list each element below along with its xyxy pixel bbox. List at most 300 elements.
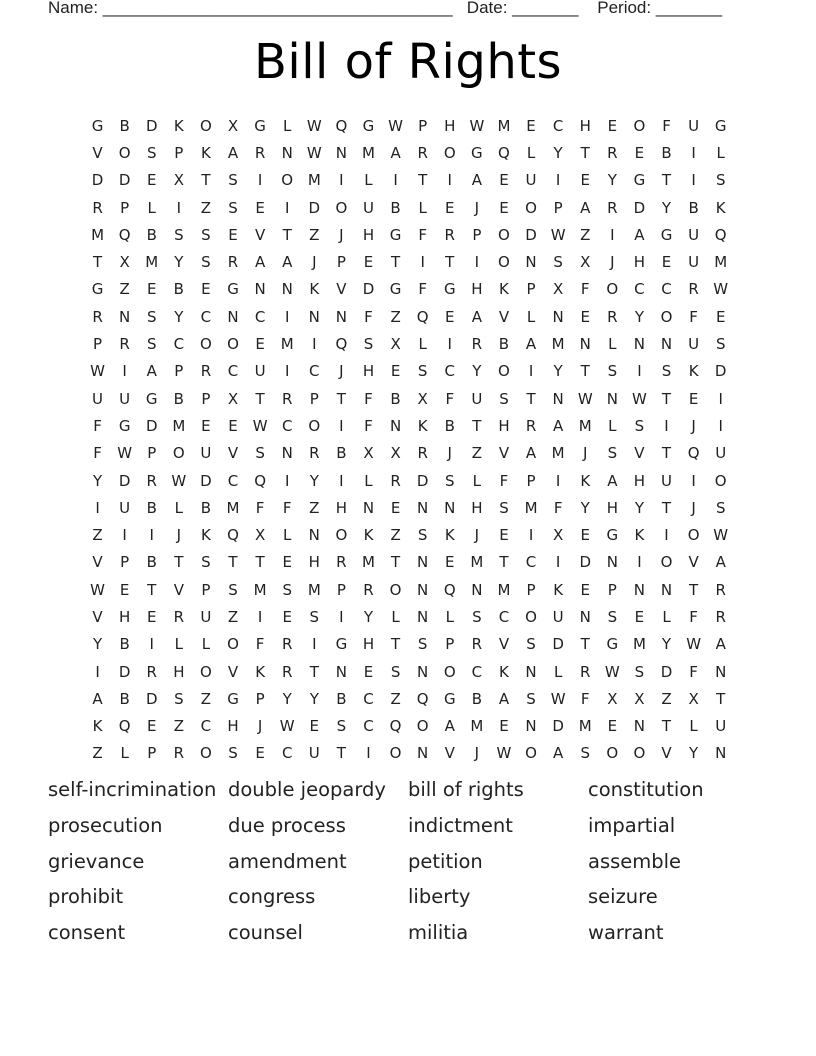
grid-letter: A bbox=[227, 143, 239, 162]
grid-letter: B bbox=[146, 225, 157, 244]
grid-letter: D bbox=[552, 635, 564, 654]
grid-letter: F bbox=[418, 225, 427, 244]
grid-letter: A bbox=[607, 471, 618, 490]
grid-letter: T bbox=[661, 444, 672, 463]
grid-letter: I bbox=[339, 607, 344, 626]
grid-letter: M bbox=[470, 717, 484, 736]
grid-row bbox=[84, 521, 735, 548]
grid-letter: I bbox=[284, 362, 290, 381]
grid-letter: J bbox=[339, 362, 344, 381]
grid-letter: W bbox=[117, 444, 133, 463]
grid-letter: O bbox=[525, 198, 537, 217]
grid-letter: B bbox=[119, 689, 130, 708]
grid-letter: S bbox=[228, 171, 238, 190]
grid-letter: D bbox=[416, 471, 429, 490]
grid-letter: G bbox=[227, 689, 239, 708]
grid-letter: I bbox=[447, 171, 452, 190]
grid-letter: A bbox=[715, 553, 726, 572]
grid-letter: M bbox=[362, 143, 375, 162]
grid-letter: N bbox=[471, 580, 483, 599]
grid-letter: Y bbox=[661, 635, 672, 654]
grid-letter: U bbox=[200, 444, 212, 463]
grid-letter: W bbox=[306, 116, 322, 135]
grid-letter: S bbox=[607, 607, 618, 626]
grid-letter: S bbox=[146, 335, 157, 354]
grid-letter: O bbox=[633, 116, 646, 135]
grid-letter: S bbox=[228, 744, 238, 763]
grid-letter: P bbox=[526, 580, 536, 599]
grid-letter: L bbox=[283, 116, 292, 135]
grid-letter: H bbox=[362, 362, 375, 381]
grid-letter: U bbox=[688, 116, 700, 135]
grid-letter: U bbox=[525, 171, 537, 190]
grid-letter: N bbox=[417, 580, 429, 599]
grid-letter: N bbox=[715, 744, 727, 763]
grid-letter: M bbox=[226, 498, 240, 517]
grid-letter: A bbox=[282, 253, 293, 272]
grid-letter: E bbox=[390, 498, 401, 517]
grid-letter: C bbox=[661, 280, 672, 299]
grid-letter: D bbox=[579, 553, 592, 572]
grid-letter: L bbox=[445, 607, 454, 626]
grid-letter: L bbox=[526, 307, 536, 326]
grid-letter: T bbox=[255, 389, 265, 408]
grid-letter: H bbox=[308, 553, 320, 572]
grid-letter: E bbox=[255, 744, 265, 763]
grid-letter: W bbox=[306, 143, 322, 162]
grid-letter: T bbox=[201, 171, 211, 190]
grid-letter: L bbox=[147, 198, 156, 217]
grid-letter: P bbox=[445, 635, 455, 654]
grid-letter: M bbox=[714, 253, 728, 272]
grid-letter: V bbox=[498, 307, 510, 326]
grid-letter: K bbox=[634, 526, 645, 545]
grid-letter: W bbox=[90, 580, 105, 599]
grid-letter: M bbox=[362, 553, 375, 572]
grid-row bbox=[84, 358, 735, 385]
grid-letter: E bbox=[390, 362, 401, 381]
grid-letter: J bbox=[691, 416, 696, 435]
grid-letter: S bbox=[661, 362, 672, 381]
grid-letter: H bbox=[471, 280, 483, 299]
grid-letter: U bbox=[715, 717, 727, 736]
grid-letter: R bbox=[417, 143, 428, 162]
grid-letter: R bbox=[525, 416, 537, 435]
grid-letter: P bbox=[553, 198, 563, 217]
grid-letter: Y bbox=[92, 471, 103, 490]
grid-letter: K bbox=[715, 198, 726, 217]
grid-letter: S bbox=[445, 471, 455, 490]
grid-letter: E bbox=[580, 580, 590, 599]
grid-letter: R bbox=[92, 198, 103, 217]
grid-letter: R bbox=[92, 307, 103, 326]
grid-letter: T bbox=[716, 689, 726, 708]
grid-letter: Y bbox=[553, 362, 563, 381]
grid-letter: J bbox=[691, 498, 696, 517]
grid-letter: P bbox=[336, 253, 346, 272]
grid-letter: U bbox=[688, 225, 700, 244]
grid-letter: S bbox=[228, 198, 238, 217]
grid-letter: Q bbox=[416, 689, 429, 708]
grid-row bbox=[84, 303, 735, 330]
grid-letter: O bbox=[660, 553, 673, 572]
grid-letter: I bbox=[691, 143, 696, 162]
grid-letter: T bbox=[336, 389, 346, 408]
grid-letter: D bbox=[145, 689, 158, 708]
grid-letter: R bbox=[444, 225, 455, 244]
word-bank-item: indictment bbox=[408, 813, 513, 837]
grid-letter: G bbox=[145, 389, 158, 408]
grid-letter: R bbox=[607, 307, 618, 326]
grid-letter: E bbox=[146, 607, 157, 626]
grid-letter: O bbox=[200, 744, 212, 763]
grid-letter: I bbox=[122, 362, 127, 381]
grid-letter: V bbox=[227, 444, 239, 463]
grid-letter: B bbox=[390, 389, 401, 408]
grid-letter: I bbox=[95, 498, 100, 517]
grid-letter: S bbox=[715, 171, 726, 190]
grid-letter: Y bbox=[282, 689, 292, 708]
grid-letter: I bbox=[691, 471, 696, 490]
grid-letter: L bbox=[472, 471, 482, 490]
grid-letter: S bbox=[499, 389, 509, 408]
grid-letter: P bbox=[93, 335, 103, 354]
grid-letter: B bbox=[119, 635, 130, 654]
grid-letter: J bbox=[474, 526, 480, 545]
grid-letter: X bbox=[634, 689, 645, 708]
grid-letter: K bbox=[201, 143, 211, 162]
grid-letter: F bbox=[364, 307, 373, 326]
grid-letter: G bbox=[443, 280, 456, 299]
grid-letter: N bbox=[308, 307, 320, 326]
grid-letter: O bbox=[389, 744, 402, 763]
word-bank-item: grievance bbox=[48, 849, 145, 873]
grid-letter: U bbox=[119, 389, 131, 408]
grid-letter: A bbox=[580, 198, 591, 217]
grid-letter: I bbox=[528, 362, 534, 381]
grid-letter: N bbox=[525, 253, 537, 272]
word-bank bbox=[48, 778, 768, 957]
grid-letter: Q bbox=[335, 116, 348, 135]
grid-letter: V bbox=[92, 553, 103, 572]
grid-letter: R bbox=[607, 143, 618, 162]
grid-letter: U bbox=[254, 362, 266, 381]
grid-letter: H bbox=[173, 662, 185, 681]
grid-letter: O bbox=[498, 225, 510, 244]
grid-letter: M bbox=[172, 416, 186, 435]
grid-letter: X bbox=[688, 689, 699, 708]
word-bank-item: double jeopardy bbox=[228, 778, 386, 801]
grid-letter: T bbox=[147, 580, 157, 599]
word-bank-item: impartial bbox=[588, 813, 676, 837]
word-bank-item: consent bbox=[48, 921, 126, 945]
grid-row bbox=[84, 576, 735, 603]
grid-letter: I bbox=[176, 198, 182, 217]
grid-row bbox=[84, 685, 735, 712]
grid-letter: X bbox=[227, 116, 239, 135]
grid-letter: D bbox=[308, 198, 321, 217]
grid-letter: E bbox=[634, 143, 645, 162]
grid-letter: Q bbox=[254, 471, 267, 490]
grid-row bbox=[84, 494, 735, 521]
grid-letter: M bbox=[307, 580, 321, 599]
grid-letter: H bbox=[227, 717, 239, 736]
grid-letter: S bbox=[526, 689, 536, 708]
grid-letter: N bbox=[335, 307, 347, 326]
grid-letter: O bbox=[498, 362, 510, 381]
grid-letter: W bbox=[171, 471, 187, 490]
grid-row bbox=[84, 658, 735, 685]
grid-row bbox=[84, 194, 735, 221]
grid-letter: N bbox=[633, 580, 646, 599]
grid-letter: J bbox=[474, 198, 480, 217]
grid-letter: Z bbox=[227, 607, 239, 626]
grid-letter: C bbox=[227, 362, 239, 381]
grid-letter: O bbox=[118, 143, 131, 162]
grid-letter: Q bbox=[389, 717, 402, 736]
grid-letter: A bbox=[715, 635, 726, 654]
grid-letter: U bbox=[688, 253, 700, 272]
grid-letter: R bbox=[281, 662, 293, 681]
grid-letter: Y bbox=[607, 171, 617, 190]
grid-row bbox=[84, 167, 735, 194]
grid-letter: Y bbox=[363, 607, 374, 626]
grid-letter: I bbox=[312, 335, 317, 354]
grid-letter: R bbox=[363, 580, 374, 599]
grid-letter: C bbox=[363, 717, 374, 736]
grid-letter: L bbox=[120, 744, 129, 763]
grid-letter: H bbox=[579, 116, 591, 135]
grid-letter: E bbox=[146, 280, 157, 299]
grid-letter: E bbox=[363, 253, 374, 272]
grid-letter: A bbox=[525, 444, 537, 463]
grid-letter: M bbox=[578, 416, 592, 435]
grid-letter: X bbox=[254, 526, 266, 545]
grid-letter: A bbox=[254, 253, 266, 272]
grid-letter: C bbox=[444, 362, 455, 381]
grid-letter: N bbox=[444, 498, 456, 517]
grid-letter: A bbox=[390, 143, 401, 162]
grid-letter: F bbox=[93, 444, 102, 463]
grid-letter: L bbox=[689, 717, 698, 736]
grid-letter: Y bbox=[309, 471, 319, 490]
grid-row bbox=[84, 549, 735, 576]
period-field-label: Period: _______ bbox=[597, 0, 723, 17]
grid-letter: P bbox=[526, 471, 536, 490]
word-bank-item: liberty bbox=[408, 885, 471, 909]
grid-letter: E bbox=[526, 116, 536, 135]
grid-letter: U bbox=[715, 444, 727, 463]
grid-letter: T bbox=[336, 744, 346, 763]
grid-letter: I bbox=[555, 171, 561, 190]
grid-letter: U bbox=[552, 607, 564, 626]
grid-letter: F bbox=[364, 416, 373, 435]
grid-letter: R bbox=[417, 444, 428, 463]
grid-letter: W bbox=[90, 362, 105, 381]
grid-letter: B bbox=[661, 143, 672, 162]
grid-letter: D bbox=[118, 471, 131, 490]
grid-letter: E bbox=[228, 416, 238, 435]
grid-letter: J bbox=[339, 225, 344, 244]
grid-row bbox=[84, 631, 735, 658]
grid-letter: U bbox=[688, 335, 700, 354]
grid-letter: V bbox=[254, 225, 266, 244]
grid-letter: Z bbox=[390, 526, 401, 545]
grid-letter: O bbox=[443, 143, 456, 162]
grid-letter: H bbox=[606, 498, 618, 517]
grid-letter: T bbox=[92, 253, 103, 272]
grid-letter: D bbox=[118, 171, 131, 190]
grid-letter: N bbox=[417, 607, 429, 626]
grid-letter: O bbox=[633, 744, 646, 763]
grid-letter: I bbox=[664, 526, 669, 545]
grid-letter: K bbox=[92, 717, 103, 736]
grid-letter: C bbox=[471, 662, 483, 681]
grid-letter: X bbox=[173, 171, 184, 190]
grid-letter: S bbox=[390, 662, 401, 681]
grid-letter: N bbox=[417, 498, 429, 517]
grid-letter: F bbox=[445, 389, 455, 408]
grid-letter: O bbox=[335, 198, 348, 217]
grid-letter: Q bbox=[118, 225, 131, 244]
grid-letter: S bbox=[201, 253, 211, 272]
grid-letter: A bbox=[444, 717, 455, 736]
grid-letter: E bbox=[255, 335, 265, 354]
grid-letter: Q bbox=[227, 526, 239, 545]
grid-letter: I bbox=[284, 307, 290, 326]
grid-letter: Q bbox=[118, 717, 131, 736]
grid-letter: L bbox=[391, 607, 400, 626]
grid-row bbox=[84, 112, 735, 139]
grid-letter: S bbox=[336, 717, 347, 736]
grid-letter: D bbox=[660, 662, 673, 681]
grid-letter: I bbox=[718, 389, 723, 408]
grid-letter: E bbox=[499, 526, 509, 545]
grid-letter: Q bbox=[687, 444, 700, 463]
grid-letter: X bbox=[553, 526, 564, 545]
grid-letter: I bbox=[257, 171, 263, 190]
grid-letter: F bbox=[553, 498, 563, 517]
grid-letter: G bbox=[335, 635, 348, 654]
grid-letter: S bbox=[715, 335, 726, 354]
grid-letter: T bbox=[390, 253, 401, 272]
grid-letter: S bbox=[580, 744, 590, 763]
grid-letter: I bbox=[149, 635, 154, 654]
grid-letter: N bbox=[606, 553, 618, 572]
grid-letter: W bbox=[632, 389, 647, 408]
grid-letter: T bbox=[580, 362, 590, 381]
word-bank-item: amendment bbox=[228, 849, 347, 873]
grid-letter: K bbox=[580, 471, 591, 490]
grid-letter: I bbox=[447, 335, 452, 354]
grid-letter: W bbox=[550, 225, 566, 244]
grid-letter: S bbox=[715, 498, 726, 517]
grid-letter: R bbox=[119, 335, 130, 354]
grid-letter: E bbox=[499, 171, 509, 190]
grid-letter: T bbox=[309, 662, 319, 681]
grid-letter: Z bbox=[580, 225, 591, 244]
grid-letter: O bbox=[687, 526, 700, 545]
grid-letter: I bbox=[610, 225, 615, 244]
grid-letter: T bbox=[390, 553, 401, 572]
grid-letter: C bbox=[227, 471, 239, 490]
grid-letter: R bbox=[173, 744, 185, 763]
grid-letter: R bbox=[281, 389, 293, 408]
page-title: Bill of Rights bbox=[253, 34, 563, 90]
grid-letter: P bbox=[607, 580, 617, 599]
grid-letter: E bbox=[499, 198, 509, 217]
grid-letter: Z bbox=[173, 717, 184, 736]
grid-letter: T bbox=[661, 171, 672, 190]
grid-letter: S bbox=[526, 635, 536, 654]
grid-letter: C bbox=[254, 307, 266, 326]
grid-letter: B bbox=[119, 116, 130, 135]
grid-row bbox=[84, 467, 735, 494]
grid-letter: A bbox=[553, 744, 564, 763]
word-bank-item: constitution bbox=[588, 778, 704, 801]
grid-letter: B bbox=[173, 280, 184, 299]
grid-letter: R bbox=[173, 607, 185, 626]
grid-letter: P bbox=[147, 744, 157, 763]
grid-letter: S bbox=[146, 143, 157, 162]
grid-letter: P bbox=[174, 143, 184, 162]
grid-letter: L bbox=[526, 143, 536, 162]
grid-letter: C bbox=[498, 607, 510, 626]
grid-letter: J bbox=[176, 526, 182, 545]
grid-letter: G bbox=[227, 280, 239, 299]
grid-row bbox=[84, 440, 735, 467]
grid-letter: G bbox=[389, 280, 402, 299]
grid-letter: M bbox=[307, 171, 321, 190]
grid-letter: G bbox=[660, 225, 673, 244]
grid-letter: R bbox=[580, 662, 591, 681]
grid-letter: I bbox=[339, 171, 344, 190]
grid-letter: S bbox=[417, 526, 428, 545]
grid-letter: A bbox=[471, 171, 482, 190]
grid-letter: K bbox=[553, 580, 564, 599]
grid-letter: N bbox=[525, 717, 537, 736]
grid-letter: S bbox=[417, 362, 428, 381]
grid-letter: E bbox=[580, 526, 590, 545]
grid-letter: I bbox=[555, 553, 561, 572]
grid-letter: F bbox=[255, 498, 265, 517]
grid-letter: E bbox=[119, 580, 130, 599]
grid-letter: E bbox=[607, 717, 618, 736]
grid-letter: H bbox=[362, 225, 375, 244]
grid-letter: N bbox=[417, 744, 429, 763]
grid-letter: G bbox=[606, 635, 619, 654]
grid-letter: S bbox=[228, 580, 238, 599]
grid-letter: B bbox=[498, 335, 510, 354]
grid-letter: L bbox=[662, 607, 671, 626]
grid-letter: W bbox=[252, 416, 268, 435]
grid-letter: O bbox=[200, 116, 212, 135]
grid-letter: T bbox=[661, 498, 672, 517]
grid-letter: F bbox=[364, 389, 373, 408]
grid-letter: O bbox=[660, 307, 673, 326]
grid-letter: V bbox=[498, 444, 510, 463]
grid-letter: B bbox=[146, 553, 157, 572]
grid-letter: N bbox=[335, 662, 347, 681]
grid-letter: S bbox=[634, 662, 645, 681]
grid-letter: F bbox=[689, 662, 698, 681]
grid-letter: A bbox=[146, 362, 157, 381]
grid-letter: L bbox=[608, 335, 617, 354]
grid-letter: Y bbox=[553, 143, 563, 162]
grid-letter: N bbox=[525, 662, 537, 681]
grid-letter: E bbox=[580, 307, 590, 326]
grid-letter: L bbox=[608, 416, 617, 435]
